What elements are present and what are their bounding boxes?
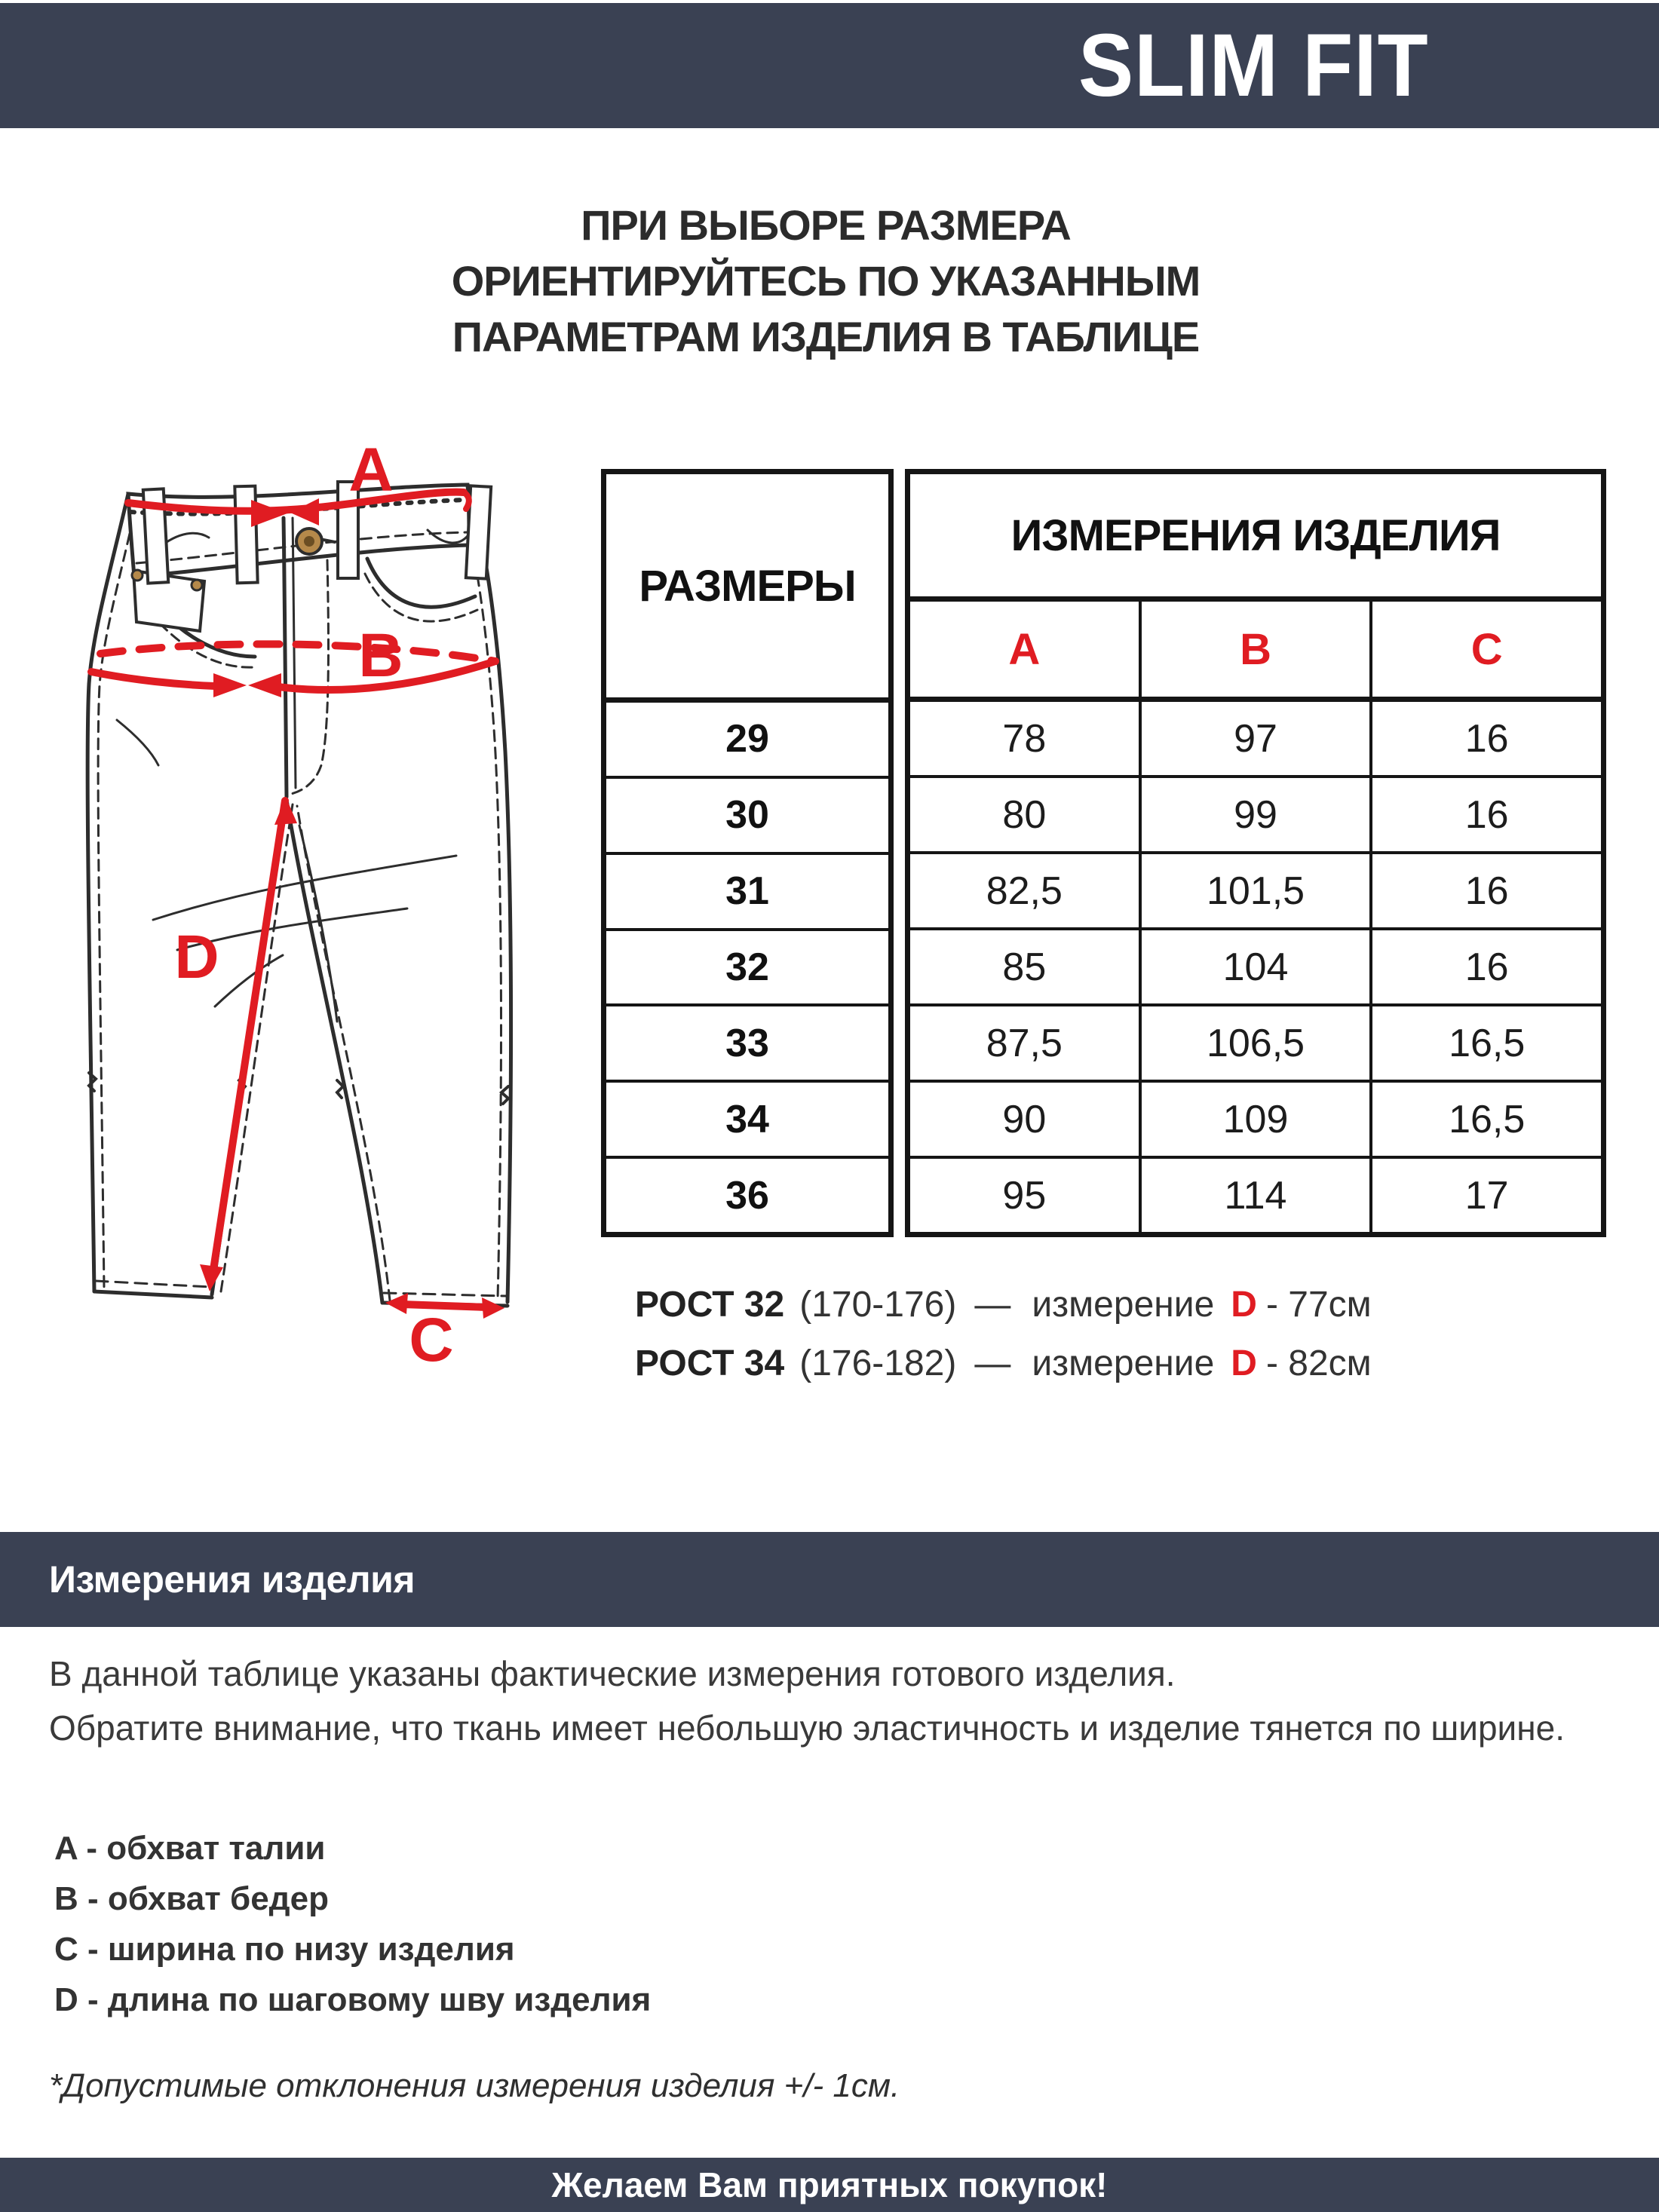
measure-cell: 97 [1139, 702, 1370, 775]
rost-dash: — [974, 1284, 1011, 1325]
measure-legend [54, 1823, 651, 2025]
rost-size: РОСТ 34 [635, 1343, 785, 1383]
measure-cell: 114 [1139, 1159, 1370, 1232]
rost-size: РОСТ 32 [635, 1284, 785, 1325]
measure-cell: 82,5 [986, 869, 1063, 913]
jeans-diagram [64, 434, 547, 1391]
footer-bar [0, 2158, 1659, 2212]
measure-cell: 16,5 [1369, 1006, 1601, 1080]
label-a: A [348, 436, 394, 504]
rost-block [635, 1280, 1372, 1387]
intro-heading [0, 198, 1651, 365]
size-row: 33 [606, 1003, 888, 1080]
measure-cell: 106,5 [1139, 1006, 1370, 1080]
measure-line-d [212, 801, 285, 1279]
description-paragraph [49, 1653, 1610, 1749]
measure-cell: 16 [1369, 930, 1601, 1003]
measure-row [910, 851, 1601, 927]
legend-item-d: D - длина по шаговому шву изделия [54, 1981, 652, 2018]
rost-dash: — [974, 1343, 1011, 1383]
legend-item-c: C - ширина по низу изделия [54, 1930, 515, 1968]
sizes-table-header: РАЗМЕРЫ [606, 474, 888, 703]
column-header-c: C [1369, 602, 1601, 697]
measure-cell: 16 [1369, 778, 1601, 851]
measure-cell: 99 [1139, 778, 1370, 851]
measure-row [910, 1003, 1601, 1080]
rivet-icon [192, 580, 202, 590]
measure-cell: 80 [1002, 792, 1047, 837]
page-title: SLIM FIT [1078, 16, 1429, 115]
measure-rows [910, 702, 1601, 1232]
rost-range: (170-176) [799, 1284, 957, 1325]
size-row: 31 [606, 852, 888, 928]
measures-columns [910, 602, 1601, 702]
section-bar [0, 1532, 1659, 1627]
legend-item-b: B - обхват бедер [54, 1880, 329, 1917]
measures-table [905, 469, 1606, 1237]
size-row: 34 [606, 1080, 888, 1156]
rost-line-34 [635, 1339, 1372, 1387]
paragraph-line-1: В данной таблице указаны фактические измерения готового изделия. [49, 1654, 1176, 1693]
measure-cell: 16,5 [1369, 1083, 1601, 1156]
measure-row [910, 1080, 1601, 1156]
rost-letter: D [1231, 1284, 1257, 1325]
intro-heading-line: ПАРАМЕТРАМ ИЗДЕЛИЯ В ТАБЛИЦЕ [452, 313, 1200, 360]
sizes-rows [606, 703, 888, 1232]
rost-letter: D [1231, 1343, 1257, 1383]
rost-word: измерение [1032, 1284, 1215, 1325]
column-header-a: A [1008, 624, 1041, 674]
label-d: D [174, 923, 219, 991]
measure-row [910, 775, 1601, 851]
measure-cell: 95 [1002, 1173, 1047, 1218]
measure-cell: 85 [1002, 945, 1047, 989]
rost-value: - 77см [1265, 1284, 1372, 1325]
rost-range: (176-182) [799, 1343, 957, 1383]
intro-heading-line: ОРИЕНТИРУЙТЕСЬ ПО УКАЗАННЫМ [451, 257, 1201, 305]
measure-cell: 17 [1369, 1159, 1601, 1232]
measure-cell: 87,5 [986, 1021, 1063, 1065]
legend-item-a: A - обхват талии [54, 1829, 326, 1867]
measure-cell: 16 [1369, 702, 1601, 775]
top-bar [0, 3, 1659, 128]
measure-row [910, 927, 1601, 1003]
measure-cell: 101,5 [1139, 854, 1370, 927]
label-b: B [358, 621, 403, 690]
size-row: 30 [606, 776, 888, 852]
rost-line-32 [635, 1280, 1372, 1328]
measure-line-b [91, 672, 215, 686]
section-title: Измерения изделия [49, 1558, 416, 1601]
tolerance-footnote: *Допустимые отклонения измерения изделия +/- 1см. [49, 2067, 900, 2104]
label-c: C [409, 1306, 454, 1374]
footer-message: Желаем Вам приятных покупок! [551, 2165, 1108, 2204]
measure-row [910, 1156, 1601, 1232]
paragraph-line-2: Обратите внимание, что ткань имеет небольшую эластичность и изделие тянется по ширине. [49, 1708, 1565, 1748]
rivet-icon [132, 570, 143, 581]
rost-value: - 82см [1265, 1343, 1372, 1383]
size-row: 29 [725, 717, 769, 761]
measure-arrowheads [200, 498, 504, 1319]
size-row: 36 [606, 1156, 888, 1232]
sizes-table [601, 469, 894, 1237]
measure-row [910, 702, 1601, 775]
measure-cell: 104 [1139, 930, 1370, 1003]
measure-cell: 109 [1139, 1083, 1370, 1156]
measure-line-b-dashed [100, 644, 495, 661]
measure-cell: 16 [1369, 854, 1601, 927]
measure-cell: 90 [1002, 1097, 1047, 1141]
measure-cell: 78 [1002, 716, 1047, 761]
intro-heading-line: ПРИ ВЫБОРЕ РАЗМЕРА [581, 201, 1071, 249]
column-header-b: B [1139, 602, 1370, 697]
rost-word: измерение [1032, 1343, 1215, 1383]
jeans-outline [87, 482, 511, 1306]
measures-table-header: ИЗМЕРЕНИЯ ИЗДЕЛИЯ [910, 474, 1601, 602]
size-row: 32 [606, 928, 888, 1004]
